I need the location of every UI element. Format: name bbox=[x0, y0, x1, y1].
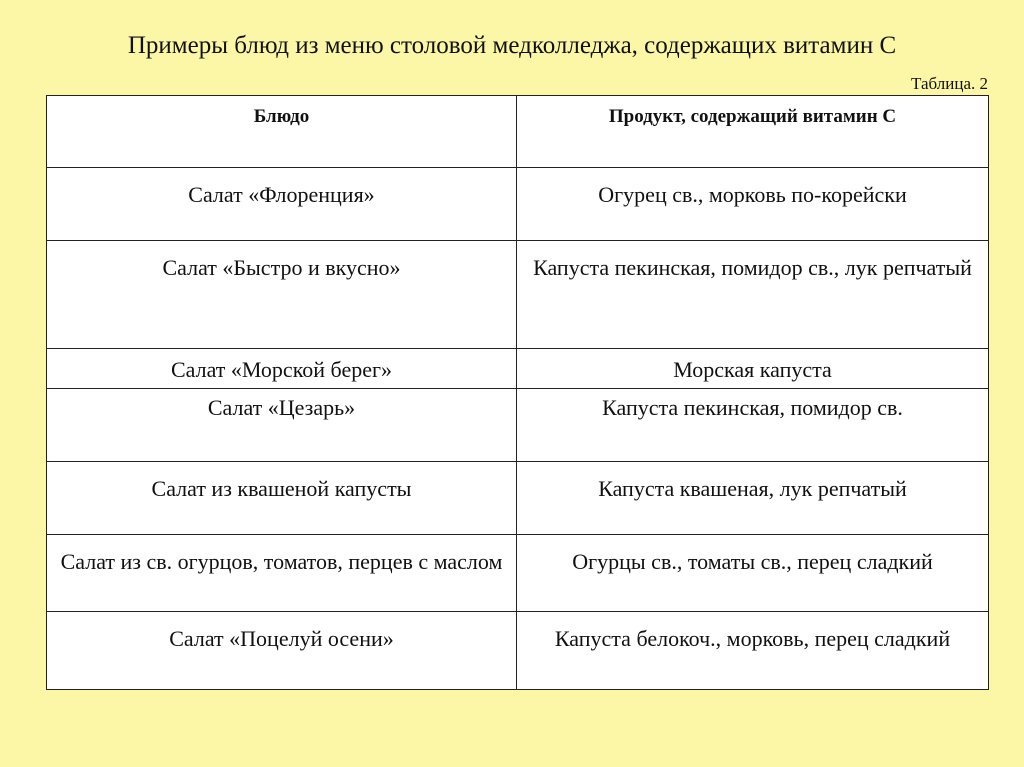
dish-cell: Салат «Цезарь» bbox=[47, 389, 517, 462]
page-title: Примеры блюд из меню столовой медколледжа, содержащих витамин С bbox=[127, 32, 897, 59]
table-row bbox=[47, 349, 989, 389]
table-row bbox=[47, 535, 989, 612]
product-cell: Капуста пекинская, помидор св., лук репчатый bbox=[517, 241, 989, 349]
table-row bbox=[47, 168, 989, 241]
product-cell: Огурцы св., томаты св., перец сладкий bbox=[517, 535, 989, 612]
table-row bbox=[47, 612, 989, 690]
dish-cell: Салат «Поцелуй осени» bbox=[47, 612, 517, 690]
dish-cell: Салат «Флоренция» bbox=[47, 168, 517, 241]
header-product: Продукт, содержащий витамин С bbox=[517, 96, 989, 168]
dish-cell: Салат «Морской берег» bbox=[47, 349, 517, 389]
vitamin-c-dishes-table bbox=[46, 95, 989, 690]
product-cell: Капуста пекинская, помидор св. bbox=[517, 389, 989, 462]
product-cell: Капуста квашеная, лук репчатый bbox=[517, 462, 989, 535]
table-label: Таблица. 2 bbox=[911, 74, 988, 93]
table-header-row bbox=[47, 96, 989, 168]
table-row bbox=[47, 462, 989, 535]
product-cell: Капуста белокоч., морковь, перец сладкий bbox=[517, 612, 989, 690]
header-dish: Блюдо bbox=[47, 96, 517, 168]
table-row bbox=[47, 241, 989, 349]
table-row bbox=[47, 389, 989, 462]
dish-cell: Салат «Быстро и вкусно» bbox=[47, 241, 517, 349]
product-cell: Морская капуста bbox=[517, 349, 989, 389]
dish-cell: Салат из квашеной капусты bbox=[47, 462, 517, 535]
product-cell: Огурец св., морковь по-корейски bbox=[517, 168, 989, 241]
dish-cell: Салат из св. огурцов, томатов, перцев с маслом bbox=[47, 535, 517, 612]
